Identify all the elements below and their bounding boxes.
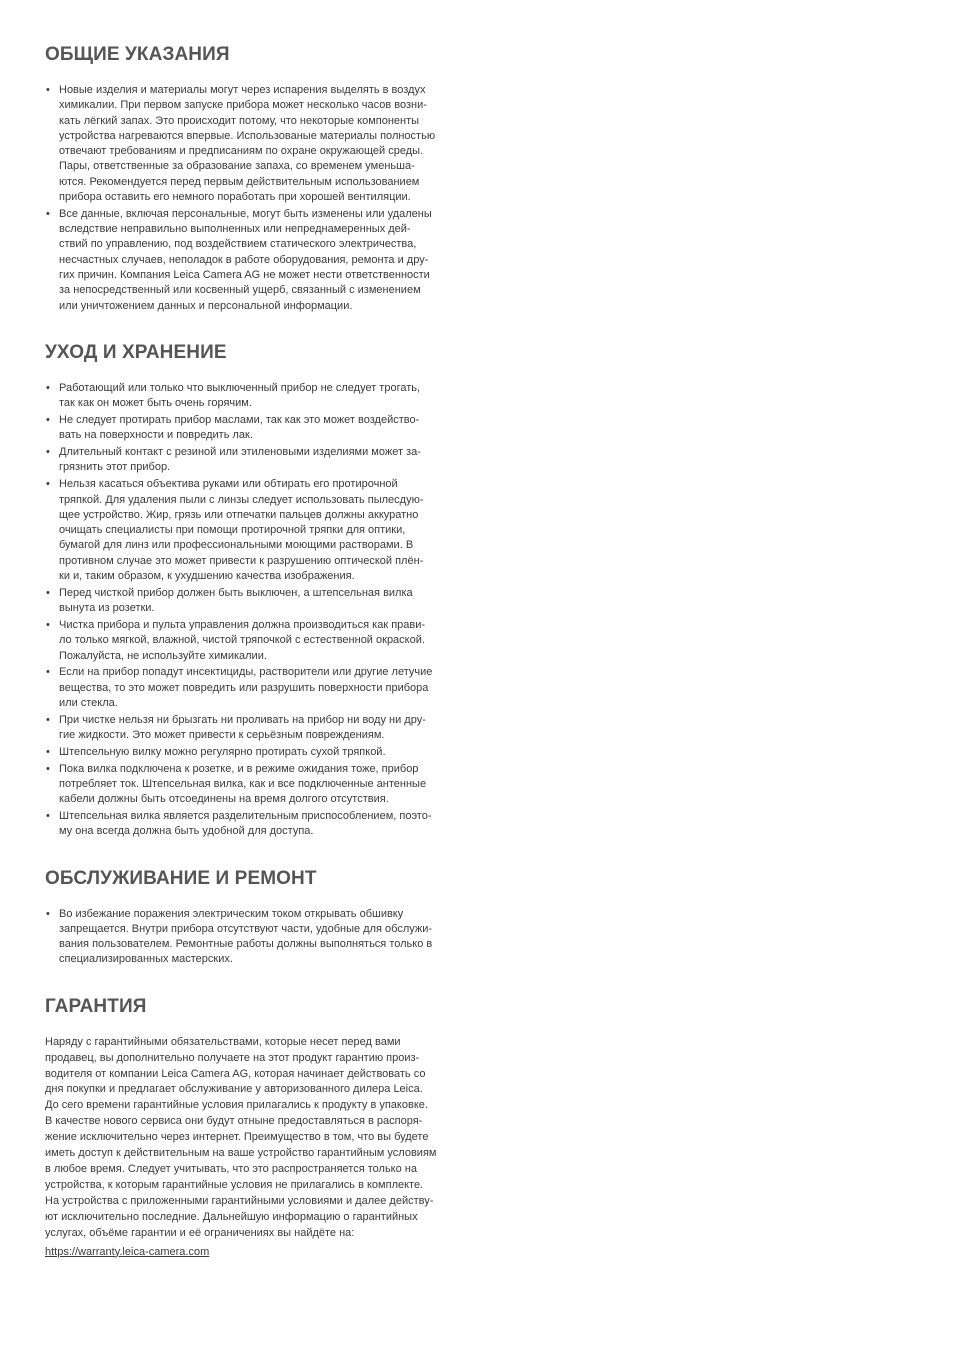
warranty-paragraph: Наряду с гарантийными обязательствами, которые несет перед вами продавец, вы дополнительно получаете на этот продукт гарантию произ- водителя от компании Leica Camera AG, которая начинает действовать со дня покупки и предлагает обслуживание у авторизованного дилера Leica. До сего времени гарантийные условия прилагались к продукту в упаковке. В качестве нового сервиса они будут отныне предоставляться в распоря- жение исключительно через интернет. Преимущество в том, что вы будете иметь доступ к действительным на ваше устройство гарантийным условиям в любое время. Следует учитывать, что это распространяется только на устройства, к которым гарантийные условия не прилагались в комплекте. На устройства с приложенными гарантийными условиями и далее действу- ют исключительно последние. Дальнейшую информацию о гарантийных услугах, объёме гарантии и её ограничениях вы найдёте на: (45, 1035, 437, 1239)
section-general-notes (45, 42, 475, 314)
bullet-icon: • (46, 446, 50, 459)
list-item (45, 809, 475, 840)
list-item (45, 665, 475, 711)
section-title-general-notes: ОБЩИЕ УКАЗАНИЯ (45, 44, 230, 65)
list-item (45, 618, 475, 664)
list-item (45, 83, 475, 205)
document-page (45, 42, 475, 1260)
list-item-text: Пока вилка подключена к розетке, и в режиме ожидания тоже, прибор потребляет ток. Штепсельная вилка, как и все подключенные антенные кабели должны быть отсоединены на время долгого отсутствия. (59, 762, 427, 806)
list-item (45, 207, 475, 314)
section-service-repair (45, 866, 475, 968)
list-item (45, 745, 475, 760)
list-item-text: Если на прибор попадут инсектициды, растворители или другие летучие вещества, то это может повредить или разрушить поверхности прибора или стекла. (59, 666, 433, 709)
list-item-text: При чистке нельзя ни брызгать ни проливать на прибор ни воду ни дру- гие жидкости. Это может привести к серьёзным повреждениям. (59, 713, 426, 741)
section-title-service-repair: ОБСЛУЖИВАНИЕ И РЕМОНТ (45, 867, 317, 889)
list-item-text: Все данные, включая персональные, могут быть изменены или удалены вследствие неправильно выполненных или непреднамеренных дей- ствий по управлению, под воздействием статического электричества, несчастных случаев, неполадок в работе оборудования, ремонта и дру- гих причин. Компания Leica Camera AG не может нести ответственности за непосредственный или косвенный ущерб, связанный с изменением или уничтожением данных и персональной информации. (59, 207, 432, 312)
list-item-text: Чистка прибора и пульта управления должна производиться как прави- ло только мягкой, влажной, чистой тряпочкой с естественной окраской. Пожалуйста, не используйте химикалии. (59, 618, 426, 662)
bullet-icon: • (46, 907, 50, 920)
service-repair-list (45, 907, 475, 968)
care-storage-list (45, 381, 475, 840)
list-item (45, 713, 475, 744)
bullet-icon: • (46, 381, 50, 394)
bullet-icon: • (46, 762, 50, 775)
list-item-text: Перед чисткой прибор должен быть выключен, а штепсельная вилка вынута из розетки. (59, 586, 413, 615)
bullet-icon: • (46, 618, 50, 631)
list-item-text: Работающий или только что выключенный прибор не следует трогать, так как он может быть очень горячим. (59, 381, 421, 410)
list-item-text: Новые изделия и материалы могут через испарения выделять в воздух химикалии. При первом запуске прибора может несколько часов возни- кать лёгкий запах. Это происходит потому, что некоторые компоненты устройства нагреваются впервые. Использованые материалы полностью отвечают требованиям и предписаниям по охране окружающей среды. Пары, ответственные за образование запаха, со временем уменьша- ются. Рекомендуется перед первым действительным использованием прибора оставить его немного поработать при хорошей вентиляции. (59, 84, 436, 204)
list-item-text: Штепсельная вилка является разделительным приспособлением, поэто- му она всегда должна быть удобной для доступа. (59, 809, 432, 838)
bullet-icon: • (46, 84, 50, 96)
section-title-warranty: ГАРАНТИЯ (45, 995, 147, 1017)
list-item (45, 445, 475, 476)
section-warranty (45, 994, 475, 1261)
list-item (45, 381, 475, 412)
list-item-text: Длительный контакт с резиной или этиленовыми изделиями может за- грязнить этот прибор. (59, 446, 421, 474)
list-item (45, 413, 475, 444)
bullet-icon: • (46, 207, 50, 220)
list-item (45, 907, 475, 968)
list-item-text: Не следует протирать прибор маслами, так как это может воздейство- вать на поверхности и повредить лак. (59, 414, 420, 442)
list-item-text: Нельзя касаться объектива руками или обтирать его протирочной тряпкой. Для удаления пыли с линзы следует использовать пылесдую- щее устройство. Жир, грязь или отпечатки пальцев должны аккуратно очищать специалисты при помощи протирочной тряпки для оптики, бумагой для линз или профессиональными моющими растворами. В противном случае это может привести к разрушению оптической плён- ки и, таким образом, к ухудшению качества изображения. (59, 478, 424, 583)
list-item (45, 586, 475, 617)
bullet-icon: • (46, 713, 50, 726)
section-title-care-storage: УХОД И ХРАНЕНИЕ (45, 341, 227, 363)
warranty-link[interactable]: https://warranty.leica-camera.com (45, 1245, 210, 1258)
general-notes-list (45, 83, 475, 314)
list-item (45, 762, 475, 808)
bullet-icon: • (46, 478, 50, 491)
list-item (45, 477, 475, 584)
list-item-text: Во избежание поражения электрическим током открывать обшивку запрещается. Внутри прибора отсутствуют части, удобные для обслужи- вания пользователем. Ремонтные работы должны выполняться только в специализированных мастерских. (59, 907, 433, 966)
bullet-icon: • (46, 745, 50, 758)
list-item-text: Штепсельную вилку можно регулярно протирать сухой тряпкой. (59, 745, 386, 758)
bullet-icon: • (46, 666, 50, 679)
bullet-icon: • (46, 809, 50, 822)
section-care-storage (45, 340, 475, 840)
bullet-icon: • (46, 586, 50, 599)
bullet-icon: • (46, 414, 50, 427)
